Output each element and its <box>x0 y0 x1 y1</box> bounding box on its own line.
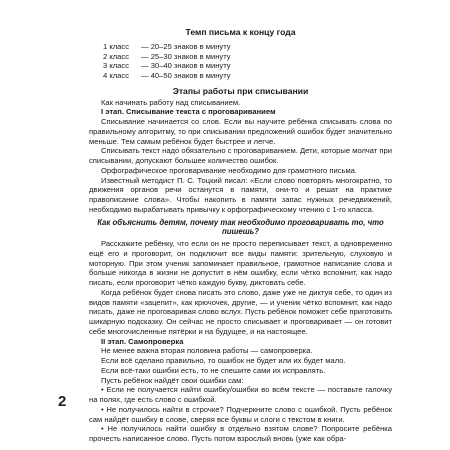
bullet-item: • Не получилось найти ошибку в отдельно взятом слове? Попросите ребёнка прочесть написанное слово. Пусть потом взрослый вновь (уже как обра- <box>89 424 392 443</box>
paragraph: Если всё-таки ошибки есть, то не спешите сами их исправлять. <box>101 365 326 375</box>
intro-paragraph: Как начинать работу над списыванием. <box>101 97 241 107</box>
paragraph: Пусть ребёнок найдёт свои ошибки сам: <box>101 375 244 385</box>
speed-grade: 4 класс <box>103 71 129 80</box>
paragraph: Орфографическое проговаривание необходимо для грамотного письма. <box>101 165 358 175</box>
bullet-item: • Если не получается найти ошибку/ошибки во всём тексте — поставьте галочку на полях, где есть слово с ошибкой. <box>89 385 392 404</box>
paragraph: Известный методист П. С. Тоцкий писал: «Если слово повторять многократно, то движения органов речи останутся в памяти, они-то и решат на практике правописание слова». Чтобы накопить в памяти запас нужных речедвижений, необходимо вырабатывать привычку к орфографическому чтению с 1-го класса. <box>89 175 392 214</box>
question-heading: Как объяснить детям, почему так необходимо проговаривать то, что пишешь? <box>97 217 384 237</box>
bullet-item: • Не получилось найти в строчке? Подчеркните слово с ошибкой. Пусть ребёнок сам найдёт ошибку в слове, сверяя все буквы и слоги с текстом в книги. <box>89 404 392 424</box>
speed-value: — 25–30 знаков в минуту <box>141 51 231 61</box>
paragraph: Списывание начинается со слов. Если вы научите ребёнка списывать слова по правильному алгоритму, то при списывании предложений ошибок будет значительно меньше. Тем самым ребёнок будет быстрее и легче. <box>89 117 392 146</box>
paragraph: Расскажите ребёнку, что если он не просто переписывает текст, а одновременно ещё его и проговорит, он подключит все виды памяти: зрительную, слуховую и моторную. При этом ученик запоминает правильное, грамотное написание слова и больше никогда в жизни не допустит в нём ошибку, если чётко вспомнит, как надо писать, если проговорит чётко каждую букву, диктовать себе. <box>89 239 392 287</box>
speed-list <box>89 42 392 81</box>
stage2-title: II этап. Самопроверка <box>101 336 184 346</box>
speed-value: — 20–25 знаков в минуту <box>141 41 231 51</box>
speed-row <box>89 71 392 81</box>
speed-grade: 2 класс <box>103 51 129 61</box>
speed-grade: 3 класс <box>103 61 129 71</box>
speed-value: — 40–50 знаков в минуту <box>141 71 231 80</box>
paragraph: Списывать текст надо обязательно с проговариванием. Дети, которые молчат при списывании, допускают большее количество ошибок. <box>89 146 392 165</box>
paragraph: Если всё сделано правильно, то ошибок не будет или их будет мало. <box>101 356 346 365</box>
stages-title: Этапы работы при списывании <box>172 85 309 96</box>
text-column <box>89 28 392 444</box>
speed-title: Темп письма к концу года <box>185 27 296 37</box>
paragraph: Не менее важна вторая половина работы — самопроверка. <box>101 346 313 356</box>
paragraph: Когда ребёнок будет снова писать это слово, даже уже не диктуя себе, то один из видов памяти «зацепит», как крючочек, другие, — и ученик чётко вспомнит, как надо писать, даже не проговаривая слово вслух. Пусть ребёнок поможет себе приготовить шикарную подсказку. Он сейчас не просто списывает и проговаривает — он готовит себе многочисленные пятёрки и на будущее, и на настоящее. <box>89 287 392 336</box>
speed-grade: 1 класс <box>103 41 129 51</box>
speed-value: — 30–40 знаков в минуту <box>141 61 231 71</box>
speed-row <box>89 52 392 62</box>
page-number: 2 <box>58 393 67 410</box>
stage1-title: I этап. Списывание текста с проговариванием <box>101 107 276 117</box>
speed-row <box>89 61 392 71</box>
speed-row <box>89 42 392 52</box>
